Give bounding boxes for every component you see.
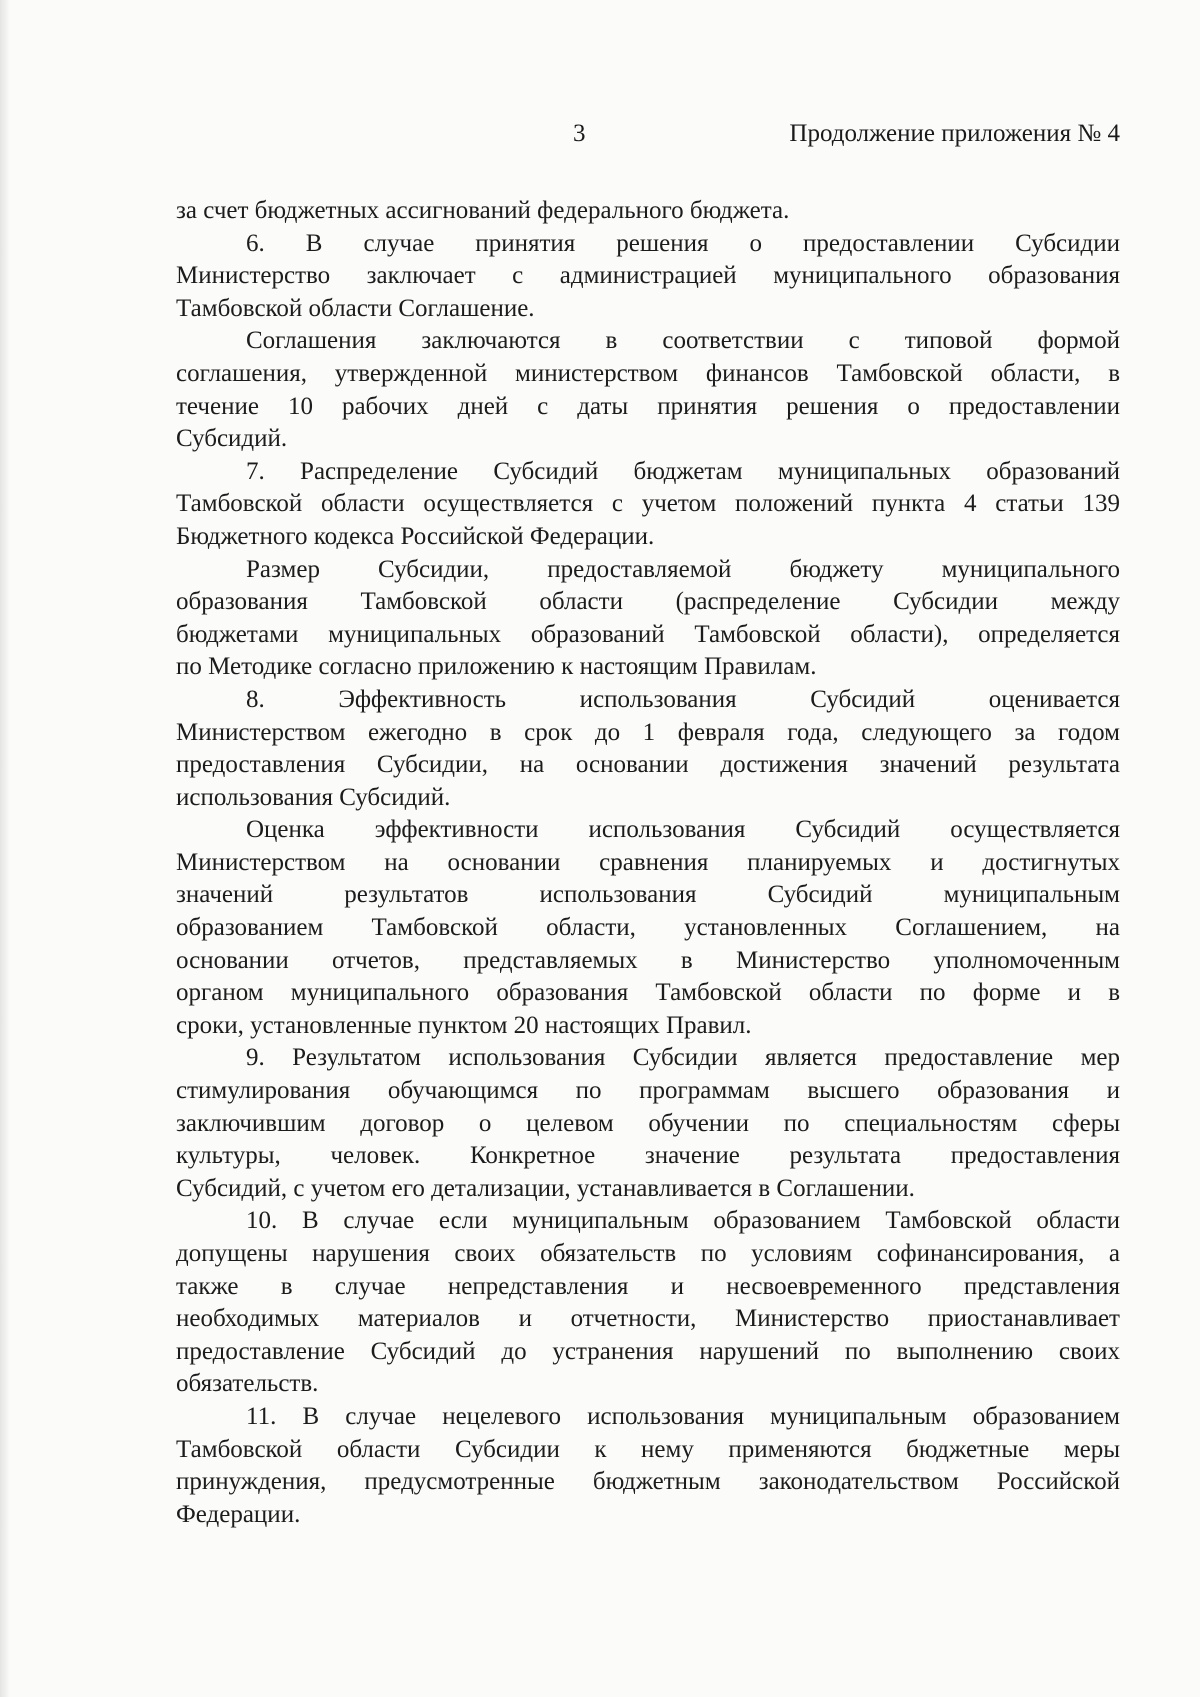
paragraph-line: предоставление Субсидий до устранения нарушений по выполнению своих [176, 1337, 1120, 1365]
paragraph-line: Тамбовской области осуществляется с учетом положений пункта 4 статьи 139 [176, 490, 1120, 518]
paragraph-line: образования Тамбовской области (распределение Субсидии между [176, 588, 1120, 616]
paragraph-last-line: по Методике согласно приложению к настоящим Правилам. [176, 653, 817, 681]
paragraph-line: значений результатов использования Субсидий муниципальным [176, 881, 1120, 909]
paragraph-line: допущены нарушения своих обязательств по условиям софинансирования, а [176, 1240, 1120, 1267]
paragraph [176, 684, 1120, 814]
paragraph-line: Министерством на основании сравнения планируемых и достигнутых [176, 848, 1120, 876]
paragraph-line: 6. В случае принятия решения о предоставлении Субсидии [246, 229, 1120, 257]
paragraph-line: основании отчетов, представляемых в Министерство уполномоченным [176, 946, 1120, 974]
paragraph [176, 814, 1120, 1042]
paragraph-line: соглашения, утвержденной министерством финансов Тамбовской области, в [176, 359, 1120, 387]
paragraph-line: Соглашения заключаются в соответствии с типовой формой [246, 327, 1120, 355]
paragraph-line: течение 10 рабочих дней с даты принятия решения о предоставлении [176, 392, 1120, 420]
paragraph-last-line: Бюджетного кодекса Российской Федерации. [176, 522, 655, 550]
page-number: 3 [573, 120, 586, 147]
document-body [176, 195, 1120, 1531]
paragraph-line: стимулирования обучающимся по программам высшего образования и [176, 1077, 1120, 1105]
paragraph-line: Министерство заключает с администрацией муниципального образования [176, 262, 1120, 290]
paragraph-last-line: Федерации. [176, 1500, 301, 1528]
paragraph-line: Тамбовской области Субсидии к нему применяются бюджетные меры [176, 1435, 1120, 1463]
paragraph [176, 456, 1120, 554]
paragraph [176, 228, 1120, 326]
paragraph-line: Размер Субсидии, предоставляемой бюджету муниципального [246, 555, 1120, 583]
paragraph-line: принуждения, предусмотренные бюджетным законодательством Российской [176, 1468, 1120, 1496]
paragraph [176, 554, 1120, 684]
paragraph [176, 1205, 1120, 1401]
paragraph-last-line: Тамбовской области Соглашение. [176, 294, 535, 322]
paragraph-last-line: Субсидий. [176, 425, 288, 453]
paragraph-line: Министерством ежегодно в срок до 1 февраля года, следующего за годом [176, 718, 1120, 746]
paragraph-line: предоставления Субсидии, на основании достижения значений результата [176, 751, 1120, 779]
page-header [0, 120, 1200, 156]
paragraph-line: бюджетами муниципальных образований Тамбовской области), определяется [176, 620, 1120, 648]
paragraph-line: органом муниципального образования Тамбовской области по форме и в [176, 979, 1120, 1007]
paragraph-last-line: Субсидий, с учетом его детализации, устанавливается в Соглашении. [176, 1174, 915, 1202]
paragraph-line: 11. В случае нецелевого использования муниципальным образованием [246, 1402, 1120, 1430]
paragraph-last-line: сроки, установленные пунктом 20 настоящих Правил. [176, 1011, 752, 1039]
paragraph-line: Оценка эффективности использования Субсидий осуществляется [246, 816, 1120, 844]
paragraph-last-line: за счет бюджетных ассигнований федерального бюджета. [176, 197, 790, 224]
paragraph [176, 1401, 1120, 1531]
paragraph-last-line: использования Субсидий. [176, 783, 451, 811]
paragraph-line: 9. Результатом использования Субсидии является предоставление мер [246, 1044, 1120, 1072]
paragraph-line: 8. Эффективность использования Субсидий оценивается [246, 685, 1120, 713]
scan-edge-shadow [0, 0, 10, 1697]
paragraph-line: необходимых материалов и отчетности, Министерство приостанавливает [176, 1305, 1120, 1333]
appendix-continuation-title: Продолжение приложения № 4 [789, 120, 1120, 147]
paragraph-line: 7. Распределение Субсидий бюджетам муниципальных образований [246, 457, 1120, 485]
paragraph [176, 325, 1120, 455]
paragraph-line: 10. В случае если муниципальным образованием Тамбовской области [246, 1207, 1120, 1235]
paragraph-line: образованием Тамбовской области, установленных Соглашением, на [176, 914, 1120, 942]
paragraph [176, 195, 1120, 228]
paragraph-line: заключившим договор о целевом обучении по специальностям сферы [176, 1109, 1120, 1137]
paragraph-line: также в случае непредставления и несвоевременного представления [176, 1272, 1120, 1300]
paragraph-last-line: обязательств. [176, 1370, 319, 1398]
paragraph-line: культуры, человек. Конкретное значение результата предоставления [176, 1142, 1120, 1170]
paragraph [176, 1042, 1120, 1205]
